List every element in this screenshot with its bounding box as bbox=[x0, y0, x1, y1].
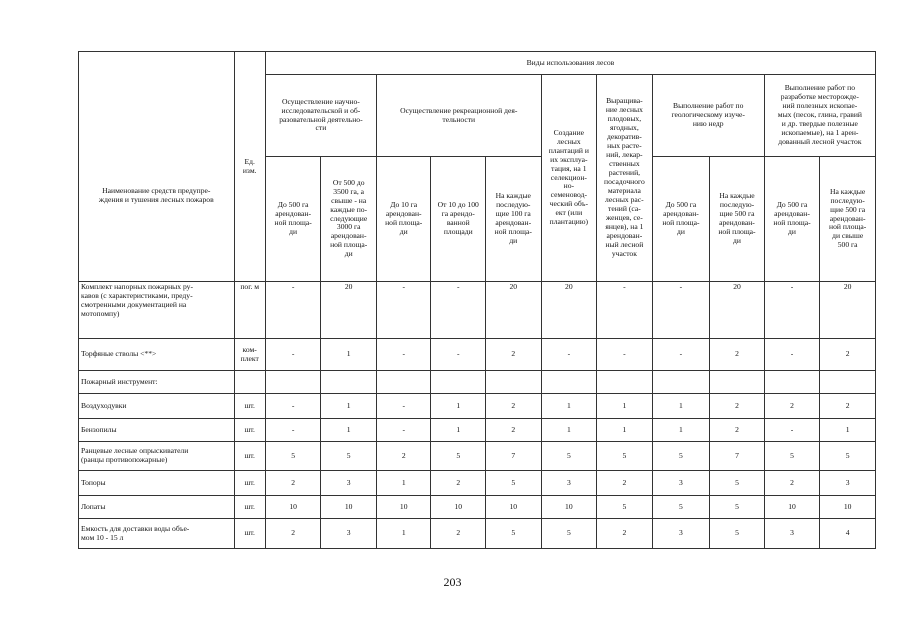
row-unit: шт. bbox=[234, 419, 265, 442]
table-row bbox=[79, 419, 876, 442]
row-value: - bbox=[376, 419, 431, 442]
row-value: 5 bbox=[652, 442, 710, 471]
row-value: 10 bbox=[820, 496, 876, 519]
row-value: - bbox=[764, 419, 820, 442]
row-value: 5 bbox=[486, 471, 542, 496]
row-value: 5 bbox=[764, 442, 820, 471]
header-group-plantations: Создание лесных плантаций и их эксплуа- тация, на 1 селекцион- но- семеновод- ческий объ- ект (или плантацию) bbox=[541, 75, 597, 282]
table-row bbox=[79, 394, 876, 419]
row-value: 4 bbox=[820, 519, 876, 549]
row-value: 3 bbox=[321, 519, 377, 549]
row-value: 2 bbox=[486, 339, 542, 371]
row-value: 2 bbox=[820, 339, 876, 371]
row-value: 1 bbox=[376, 519, 431, 549]
header-sub-minerals-1: До 500 га арендован- ной площа- ди bbox=[764, 157, 820, 282]
row-value: 1 bbox=[652, 419, 710, 442]
row-value: 2 bbox=[486, 394, 542, 419]
row-value: 1 bbox=[652, 394, 710, 419]
row-value: - bbox=[376, 394, 431, 419]
row-value: 1 bbox=[321, 419, 377, 442]
header-unit-column: Ед. изм. bbox=[234, 52, 265, 282]
row-value: 5 bbox=[597, 496, 653, 519]
row-value: 5 bbox=[541, 442, 597, 471]
row-value: 5 bbox=[597, 442, 653, 471]
table-row bbox=[79, 282, 876, 339]
row-value: 7 bbox=[486, 442, 542, 471]
row-value: 1 bbox=[541, 394, 597, 419]
header-name-column: Наименование средств предупре- ждения и тушения лесных пожаров bbox=[79, 52, 235, 282]
header-group-recreation: Осуществление рекреационной дея- тельности bbox=[376, 75, 541, 157]
row-value: 2 bbox=[265, 471, 321, 496]
row-value: 20 bbox=[321, 282, 377, 339]
fire-equipment-table bbox=[78, 51, 876, 549]
row-value: 2 bbox=[710, 419, 765, 442]
table-row bbox=[79, 496, 876, 519]
row-value: 2 bbox=[710, 394, 765, 419]
row-value: 5 bbox=[486, 519, 542, 549]
row-value: 3 bbox=[764, 519, 820, 549]
row-name: Лопаты bbox=[79, 496, 235, 519]
row-name: Емкость для доставки воды объе- мом 10 - 15 л bbox=[79, 519, 235, 549]
row-value: 2 bbox=[764, 471, 820, 496]
row-unit: шт. bbox=[234, 496, 265, 519]
row-name: Торфяные стволы <**> bbox=[79, 339, 235, 371]
row-value: 1 bbox=[597, 394, 653, 419]
section-label: Пожарный инструмент: bbox=[79, 371, 235, 394]
row-value: - bbox=[376, 282, 431, 339]
row-value: 20 bbox=[486, 282, 542, 339]
row-value: 5 bbox=[431, 442, 486, 471]
header-group-science: Осуществление научно- исследовательской и об- разовательной деятельно- сти bbox=[265, 75, 376, 157]
table-row bbox=[79, 519, 876, 549]
header-group-geology: Выполнение работ по геологическому изуче- нию недр bbox=[652, 75, 764, 157]
header-group-minerals: Выполнение работ по разработке месторожде- ний полезных ископае- мых (песок, глина, гравий и др. твердые полезные ископаемые), на 1 арен- дованный лесной участок bbox=[764, 75, 875, 157]
row-value: 20 bbox=[710, 282, 765, 339]
row-value: 5 bbox=[710, 496, 765, 519]
row-value: - bbox=[265, 394, 321, 419]
row-value: 3 bbox=[820, 471, 876, 496]
row-value: 3 bbox=[321, 471, 377, 496]
row-value: - bbox=[597, 339, 653, 371]
row-value: - bbox=[652, 339, 710, 371]
row-value: - bbox=[431, 282, 486, 339]
row-unit: шт. bbox=[234, 471, 265, 496]
row-value: 2 bbox=[486, 419, 542, 442]
row-value: 1 bbox=[541, 419, 597, 442]
row-unit: шт. bbox=[234, 394, 265, 419]
row-value: 5 bbox=[710, 519, 765, 549]
table-row bbox=[79, 471, 876, 496]
row-value: 1 bbox=[321, 394, 377, 419]
row-name: Воздуходувки bbox=[79, 394, 235, 419]
row-value: - bbox=[764, 282, 820, 339]
header-group-growing: Выращива- ние лесных плодовых, ягодных, декоратив- ных расте- ний, лекар- ственных растений, посадочного материала лесных рас- тений (са- женцев, се- янцев), на 1 арендован- ный лесной участок bbox=[597, 75, 653, 282]
row-value: 10 bbox=[376, 496, 431, 519]
row-value: - bbox=[376, 339, 431, 371]
section-row bbox=[79, 371, 876, 394]
table-row bbox=[79, 442, 876, 471]
row-value: 20 bbox=[541, 282, 597, 339]
row-value: 10 bbox=[541, 496, 597, 519]
header-sub-geology-2: На каждые последую- щие 500 га арендован- ной площа- ди bbox=[710, 157, 765, 282]
row-value: - bbox=[597, 282, 653, 339]
row-value: 5 bbox=[541, 519, 597, 549]
header-sub-science-2: От 500 до 3500 га, а свыше - на каждые по- следующие 3000 га арендован- ной площа- ди bbox=[321, 157, 377, 282]
row-value: 10 bbox=[764, 496, 820, 519]
row-value: 2 bbox=[431, 519, 486, 549]
page-number: 203 bbox=[443, 575, 462, 589]
row-name: Топоры bbox=[79, 471, 235, 496]
table-row bbox=[79, 339, 876, 371]
row-name: Бензопилы bbox=[79, 419, 235, 442]
row-value: - bbox=[431, 339, 486, 371]
row-value: 2 bbox=[431, 471, 486, 496]
row-value: - bbox=[265, 339, 321, 371]
row-value: 5 bbox=[820, 442, 876, 471]
row-value: 1 bbox=[431, 394, 486, 419]
row-unit: шт. bbox=[234, 442, 265, 471]
row-value: 3 bbox=[652, 519, 710, 549]
row-value: 7 bbox=[710, 442, 765, 471]
row-unit: шт. bbox=[234, 519, 265, 549]
row-value: 5 bbox=[710, 471, 765, 496]
row-value: 2 bbox=[376, 442, 431, 471]
header-sub-minerals-2: На каждые последую- щие 500 га арендован- ной площа- ди свыше 500 га bbox=[820, 157, 876, 282]
row-value: 5 bbox=[321, 442, 377, 471]
row-value: 1 bbox=[597, 419, 653, 442]
row-name: Ранцевые лесные опрыскиватели (ранцы противопожарные) bbox=[79, 442, 235, 471]
row-name: Комплект напорных пожарных ру- кавов (с характеристиками, преду- смотренными документацией на мотопомпу) bbox=[79, 282, 235, 339]
row-value: 2 bbox=[820, 394, 876, 419]
header-sub-geology-1: До 500 га арендован- ной площа- ди bbox=[652, 157, 710, 282]
row-value: 2 bbox=[764, 394, 820, 419]
header-sub-recreation-3: На каждые последую- щие 100 га арендован- ной площа- ди bbox=[486, 157, 542, 282]
header-sub-recreation-1: До 10 га арендован- ной площа- ди bbox=[376, 157, 431, 282]
row-value: 3 bbox=[541, 471, 597, 496]
row-value: 10 bbox=[431, 496, 486, 519]
row-value: 5 bbox=[265, 442, 321, 471]
row-value: 10 bbox=[321, 496, 377, 519]
row-value: 2 bbox=[597, 471, 653, 496]
row-value: 2 bbox=[597, 519, 653, 549]
row-value: 1 bbox=[820, 419, 876, 442]
row-value: 2 bbox=[710, 339, 765, 371]
row-value: 5 bbox=[652, 496, 710, 519]
row-value: 2 bbox=[265, 519, 321, 549]
row-value: - bbox=[652, 282, 710, 339]
row-value: 10 bbox=[486, 496, 542, 519]
row-value: - bbox=[265, 419, 321, 442]
row-value: 1 bbox=[431, 419, 486, 442]
row-value: 10 bbox=[265, 496, 321, 519]
header-sub-recreation-2: От 10 до 100 га арендо- ванной площади bbox=[431, 157, 486, 282]
row-unit: пог. м bbox=[234, 282, 265, 339]
row-value: - bbox=[265, 282, 321, 339]
row-value: 20 bbox=[820, 282, 876, 339]
row-unit: ком- плект bbox=[234, 339, 265, 371]
row-value: 1 bbox=[376, 471, 431, 496]
header-sub-science-1: До 500 га арендован- ной площа- ди bbox=[265, 157, 321, 282]
row-value: - bbox=[764, 339, 820, 371]
header-types-title: Виды использования лесов bbox=[265, 52, 875, 75]
row-value: - bbox=[541, 339, 597, 371]
row-value: 3 bbox=[652, 471, 710, 496]
row-value: 1 bbox=[321, 339, 377, 371]
